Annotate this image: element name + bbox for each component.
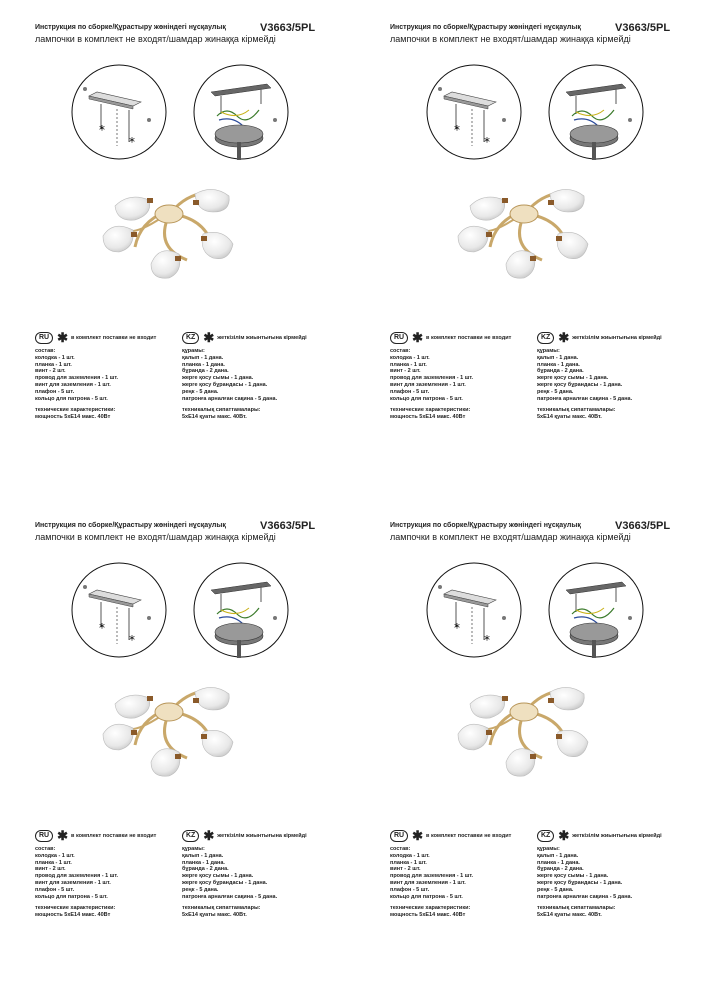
kz-note-row <box>182 332 307 344</box>
kz-badge: KZ <box>537 332 554 344</box>
instruction-title: Инструкция по сборке/Құрастыру жөніндегі нұсқаулық <box>35 24 226 31</box>
list-item: жерге қосу бұрандасы - 1 дана. <box>182 879 268 886</box>
ru-badge: RU <box>390 332 408 344</box>
list-item: колодка - 1 шт. <box>390 354 430 361</box>
ru-composition <box>390 348 473 421</box>
list-item: қалып - 1 дана. <box>537 354 579 361</box>
ru-composition-title: состав: <box>35 846 56 852</box>
chandelier-photo <box>450 174 600 289</box>
list-item: планка - 1 дана. <box>182 859 225 866</box>
ru-not-included-note: в комплект поставки не входит <box>71 335 157 341</box>
kz-note-row <box>182 830 307 842</box>
list-item: патронға арналған сақина - 5 дана. <box>182 893 278 900</box>
list-item: жерге қосу сымы - 1 дана. <box>182 873 254 880</box>
list-item: кольцо для патрона - 5 шт. <box>35 893 108 900</box>
ru-composition <box>35 348 118 421</box>
list-item: бұранда - 2 дана. <box>182 866 229 873</box>
kz-not-included-note: жеткізілім жиынтығына кірмейді <box>572 833 662 839</box>
list-item: планка - 1 дана. <box>537 361 580 368</box>
kz-badge: KZ <box>182 830 199 842</box>
chandelier-photo <box>95 174 245 289</box>
mounting-diagram <box>426 552 656 664</box>
list-item: жерге қосу сымы - 1 дана. <box>182 375 254 382</box>
mounting-diagram <box>426 54 656 166</box>
kz-composition <box>537 348 632 421</box>
ru-not-included-note: в комплект поставки не входит <box>71 833 157 839</box>
svg-text:*: * <box>454 123 460 137</box>
asterisk-icon: ✱ <box>57 330 69 345</box>
list-item: кольцо для патрона - 5 шт. <box>390 893 463 900</box>
list-item: планка - 1 дана. <box>537 859 580 866</box>
list-item: колодка - 1 шт. <box>35 852 75 859</box>
list-item: планка - 1 шт. <box>35 859 72 866</box>
list-item: планка - 1 шт. <box>35 361 72 368</box>
kz-not-included-note: жеткізілім жиынтығына кірмейді <box>217 833 307 839</box>
model-code: V3663/5PL <box>615 22 671 34</box>
chandelier-photo <box>450 672 600 787</box>
mounting-diagram <box>71 552 301 664</box>
list-item: планка - 1 дана. <box>182 361 225 368</box>
list-item: жерге қосу бұрандасы - 1 дана. <box>537 381 623 388</box>
list-item: плафон - 5 шт. <box>35 388 75 395</box>
list-item: реңк - 5 дана. <box>182 388 219 395</box>
ru-specs: мощность 5хЕ14 макс. 40Вт <box>35 912 111 919</box>
mounting-diagram <box>71 54 301 166</box>
ru-note-row <box>390 332 511 344</box>
list-item: винт для заземления - 1 шт. <box>35 381 111 388</box>
instruction-title: Инструкция по сборке/Құрастыру жөніндегі нұсқаулық <box>35 522 226 529</box>
ru-specs: мощность 5хЕ14 макс. 40Вт <box>390 912 466 919</box>
list-item: провод для заземления - 1 шт. <box>35 873 119 880</box>
plate-detail-circle <box>427 563 521 657</box>
model-code: V3663/5PL <box>260 22 316 34</box>
asterisk-icon: ✱ <box>412 330 424 345</box>
kz-composition <box>537 846 632 919</box>
kz-composition-title: құрамы: <box>182 348 205 354</box>
asterisk-icon: ✱ <box>57 828 69 843</box>
list-item: патронға арналған сақина - 5 дана. <box>182 395 278 402</box>
asterisk-icon: ✱ <box>412 828 424 843</box>
ru-composition <box>390 846 473 919</box>
kz-specs-title: техникалық сипаттамалары: <box>182 905 261 912</box>
list-item: жерге қосу сымы - 1 дана. <box>537 375 609 382</box>
list-item: бұранда - 2 дана. <box>537 866 584 873</box>
instruction-title: Инструкция по сборке/Құрастыру жөніндегі нұсқаулық <box>390 24 581 31</box>
kz-note-row <box>537 830 662 842</box>
kz-note-row <box>537 332 662 344</box>
ru-composition-title: состав: <box>390 348 411 354</box>
list-item: реңк - 5 дана. <box>537 388 574 395</box>
ru-specs-title: технические характеристики: <box>390 905 471 912</box>
kz-composition-title: құрамы: <box>537 846 560 852</box>
chandelier-photo <box>95 672 245 787</box>
list-item: қалып - 1 дана. <box>182 852 224 859</box>
list-item: жерге қосу сымы - 1 дана. <box>537 873 609 880</box>
ru-badge: RU <box>390 830 408 842</box>
ru-not-included-note: в комплект поставки не входит <box>426 335 512 341</box>
ru-note-row <box>35 332 156 344</box>
instruction-card <box>390 24 707 494</box>
list-item: кольцо для патрона - 5 шт. <box>390 395 463 402</box>
ru-specs: мощность 5хЕ14 макс. 40Вт <box>390 414 466 421</box>
list-item: реңк - 5 дана. <box>537 886 574 893</box>
svg-text:*: * <box>484 135 490 149</box>
ru-note-row <box>390 830 511 842</box>
bulbs-note: лампочки в комплект не входят/шамдар жинаққа кірмейді <box>390 532 631 542</box>
list-item: плафон - 5 шт. <box>390 388 430 395</box>
list-item: винт - 2 шт. <box>390 866 421 873</box>
list-item: реңк - 5 дана. <box>182 886 219 893</box>
instruction-card <box>35 522 365 992</box>
ru-badge: RU <box>35 830 53 842</box>
svg-text:*: * <box>99 123 105 137</box>
kz-specs-title: техникалық сипаттамалары: <box>537 407 616 414</box>
plate-detail-circle <box>72 563 166 657</box>
kz-badge: KZ <box>182 332 199 344</box>
svg-text:*: * <box>454 621 460 635</box>
list-item: планка - 1 шт. <box>390 361 427 368</box>
kz-composition-title: құрамы: <box>182 846 205 852</box>
instruction-title: Инструкция по сборке/Құрастыру жөніндегі нұсқаулық <box>390 522 581 529</box>
kz-composition <box>182 348 277 421</box>
list-item: плафон - 5 шт. <box>35 886 75 893</box>
list-item: провод для заземления - 1 шт. <box>390 873 474 880</box>
kz-composition-title: құрамы: <box>537 348 560 354</box>
list-item: колодка - 1 шт. <box>390 852 430 859</box>
list-item: винт для заземления - 1 шт. <box>35 879 111 886</box>
kz-specs-title: техникалық сипаттамалары: <box>537 905 616 912</box>
asterisk-icon: ✱ <box>558 828 570 843</box>
list-item: винт для заземления - 1 шт. <box>390 381 466 388</box>
list-item: винт - 2 шт. <box>35 866 66 873</box>
ru-composition <box>35 846 118 919</box>
ru-not-included-note: в комплект поставки не входит <box>426 833 512 839</box>
list-item: бұранда - 2 дана. <box>537 368 584 375</box>
asterisk-icon: ✱ <box>203 828 215 843</box>
model-code: V3663/5PL <box>615 520 671 532</box>
ru-note-row <box>35 830 156 842</box>
kz-specs-title: техникалық сипаттамалары: <box>182 407 261 414</box>
model-code: V3663/5PL <box>260 520 316 532</box>
list-item: винт - 2 шт. <box>35 368 66 375</box>
list-item: қалып - 1 дана. <box>537 852 579 859</box>
list-item: патронға арналған сақина - 5 дана. <box>537 395 633 402</box>
list-item: планка - 1 шт. <box>390 859 427 866</box>
list-item: патронға арналған сақина - 5 дана. <box>537 893 633 900</box>
kz-not-included-note: жеткізілім жиынтығына кірмейді <box>572 335 662 341</box>
svg-text:*: * <box>99 621 105 635</box>
list-item: винт для заземления - 1 шт. <box>390 879 466 886</box>
ru-badge: RU <box>35 332 53 344</box>
kz-specs: 5хЕ14 қуаты макс. 40Вт. <box>537 414 602 421</box>
instruction-card <box>35 24 365 494</box>
list-item: провод для заземления - 1 шт. <box>35 375 119 382</box>
kz-specs: 5хЕ14 қуаты макс. 40Вт. <box>182 912 247 919</box>
list-item: бұранда - 2 дана. <box>182 368 229 375</box>
kz-specs: 5хЕ14 қуаты макс. 40Вт. <box>182 414 247 421</box>
ru-specs-title: технические характеристики: <box>35 905 116 912</box>
list-item: плафон - 5 шт. <box>390 886 430 893</box>
list-item: жерге қосу бұрандасы - 1 дана. <box>537 879 623 886</box>
kz-specs: 5хЕ14 қуаты макс. 40Вт. <box>537 912 602 919</box>
asterisk-icon: ✱ <box>558 330 570 345</box>
svg-text:*: * <box>484 633 490 647</box>
asterisk-icon: ✱ <box>203 330 215 345</box>
ru-specs-title: технические характеристики: <box>35 407 116 414</box>
kz-not-included-note: жеткізілім жиынтығына кірмейді <box>217 335 307 341</box>
list-item: кольцо для патрона - 5 шт. <box>35 395 108 402</box>
instruction-card <box>390 522 707 992</box>
list-item: қалып - 1 дана. <box>182 354 224 361</box>
list-item: провод для заземления - 1 шт. <box>390 375 474 382</box>
plate-detail-circle <box>72 65 166 159</box>
bulbs-note: лампочки в комплект не входят/шамдар жинаққа кірмейді <box>390 34 631 44</box>
ru-specs: мощность 5хЕ14 макс. 40Вт <box>35 414 111 421</box>
plate-detail-circle <box>427 65 521 159</box>
ru-composition-title: состав: <box>35 348 56 354</box>
kz-badge: KZ <box>537 830 554 842</box>
bulbs-note: лампочки в комплект не входят/шамдар жинаққа кірмейді <box>35 532 276 542</box>
svg-text:*: * <box>129 633 135 647</box>
kz-composition <box>182 846 277 919</box>
ru-composition-title: состав: <box>390 846 411 852</box>
list-item: винт - 2 шт. <box>390 368 421 375</box>
bulbs-note: лампочки в комплект не входят/шамдар жинаққа кірмейді <box>35 34 276 44</box>
ru-specs-title: технические характеристики: <box>390 407 471 414</box>
list-item: жерге қосу бұрандасы - 1 дана. <box>182 381 268 388</box>
list-item: колодка - 1 шт. <box>35 354 75 361</box>
svg-text:*: * <box>129 135 135 149</box>
